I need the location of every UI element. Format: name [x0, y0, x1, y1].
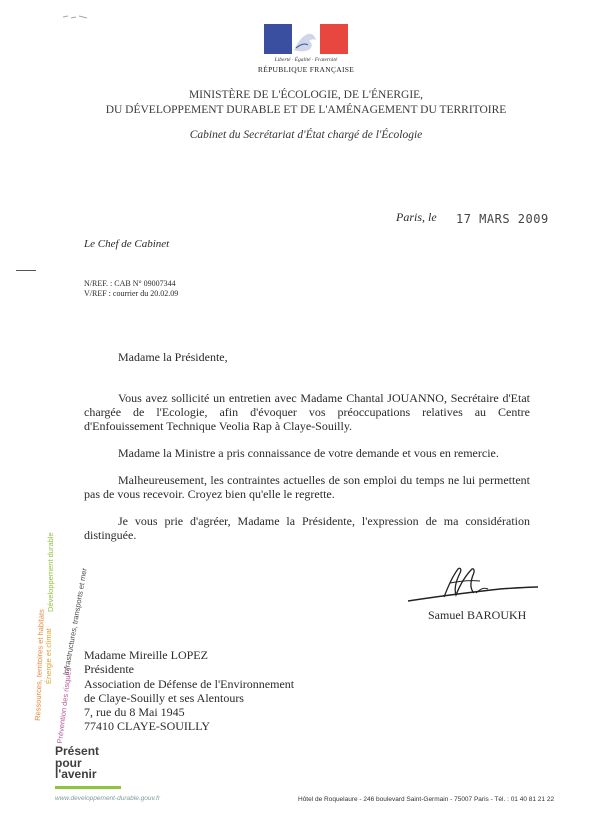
recipient-role: Présidente	[84, 662, 134, 677]
dateline-place: Paris, le	[396, 210, 437, 224]
sender-title: Le Chef de Cabinet	[84, 238, 170, 250]
tagline-line-3: l'avenir	[55, 767, 97, 781]
republic-motto: Liberté · Égalité · Fraternité	[274, 57, 338, 63]
tagline-accent-bar	[55, 786, 121, 789]
recipient-address	[84, 648, 294, 734]
paragraph: Madame la Ministre a pris connaissance de votre demande et vous en remercie.	[118, 446, 499, 460]
side-theme-resources: Ressources, territoires et habitats	[33, 609, 46, 721]
side-theme-sustainable-development: Développement durable	[46, 532, 55, 612]
marianne-logo	[264, 24, 348, 54]
ministry-heading	[60, 88, 552, 118]
recipient-city: 77410 CLAYE-SOUILLY	[84, 719, 211, 734]
paragraph: Je vous prie d'agréer, Madame la Présidente, l'expression de ma considération distinguée.	[84, 514, 530, 542]
recipient-org-line-1: Association de Défense de l'Environnement	[84, 676, 295, 691]
paragraph: Malheureusement, les contraintes actuelles de son emploi du temps ne lui permettent pas de vous recevoir. Croyez bien qu'elle le regrette.	[84, 473, 530, 501]
recipient-street: 7, rue du 8 Mai 1945	[84, 705, 185, 720]
date-stamp: 17 MARS 2009	[456, 212, 549, 226]
scan-mark	[62, 14, 88, 20]
our-reference: N/REF. : CAB N° 09007344	[84, 279, 176, 288]
tagline-line-2: pour	[55, 755, 82, 770]
side-theme-transport: Infrastructures, transports et mer	[61, 567, 89, 676]
your-reference: V/REF : courrier du 20.02.09	[84, 288, 179, 298]
salutation: Madame la Présidente,	[118, 350, 228, 364]
fold-mark	[16, 270, 36, 271]
side-theme-risk-prevention: Prévention des risques	[55, 667, 74, 744]
signer-name: Samuel BAROUKH	[428, 608, 527, 622]
footer-address: Hôtel de Roquelaure - 246 boulevard Saint-Germain - 75007 Paris - Tél. : 01 40 81 21 22	[298, 796, 555, 803]
ministry-website: www.developpement-durable.gouv.fr	[55, 795, 161, 802]
recipient-name: Madame Mireille LOPEZ	[84, 648, 208, 662]
marianne-profile-icon	[292, 24, 320, 54]
handwritten-signature	[404, 563, 544, 607]
cabinet-subtitle: Cabinet du Secrétariat d'État chargé de l'Écologie	[189, 129, 423, 141]
references	[84, 279, 178, 298]
ministry-line-1: MINISTÈRE DE L'ÉCOLOGIE, DE L'ÉNERGIE,	[188, 89, 424, 101]
recipient-org-line-2: de Claye-Souilly et ses Alentours	[84, 690, 244, 705]
tagline	[55, 746, 99, 781]
ministry-line-2: DU DÉVELOPPEMENT DURABLE ET DE L'AMÉNAGEMENT DU TERRITOIRE	[105, 104, 507, 116]
tagline-line-1: Présent	[55, 744, 100, 758]
side-theme-energy: Énergie et climat	[44, 628, 53, 684]
letter-body	[84, 391, 530, 555]
paragraph: Vous avez sollicité un entretien avec Madame Chantal JOUANNO, Secrétaire d'Etat chargée de l'Ecologie, afin d'évoquer vos préoccupations relatives au Centre d'Enfouissement Technique Veolia Rap à Claye-Souilly.	[84, 391, 530, 433]
republic-name: RÉPUBLIQUE FRANÇAISE	[257, 65, 355, 74]
